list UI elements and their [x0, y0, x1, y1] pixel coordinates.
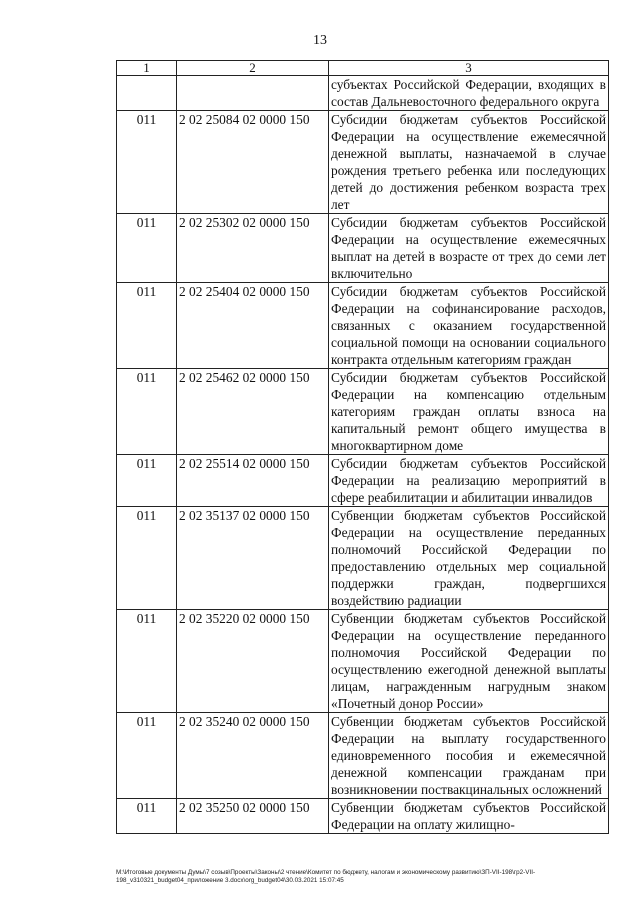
budget-code-cell: 2 02 25404 02 0000 150: [177, 283, 329, 369]
admin-code-cell: 011: [117, 369, 177, 455]
budget-code-cell: 2 02 35137 02 0000 150: [177, 507, 329, 610]
budget-code-cell: 2 02 35240 02 0000 150: [177, 713, 329, 799]
description-cell: Субсидии бюджетам субъектов Российской Федерации на реализацию мероприятий в сфере реабилитации и абилитации инвалидов: [329, 455, 609, 507]
description-cell: Субвенции бюджетам субъектов Российской Федерации на выплату государственного единовременного пособия и ежемесячной денежной компенсации гражданам при возникновении поствакцинальных осложнений: [329, 713, 609, 799]
admin-code-cell: 011: [117, 214, 177, 283]
column-header-admin: 1: [117, 61, 177, 76]
admin-code-cell: 011: [117, 610, 177, 713]
admin-code-cell: 011: [117, 111, 177, 214]
admin-code-cell: 011: [117, 713, 177, 799]
table-row: [117, 610, 609, 713]
page-number: 13: [313, 33, 327, 48]
table-row: [117, 214, 609, 283]
table-row: [117, 369, 609, 455]
footer-path-line: 198_v310321_budget04_приложение 3.docx\org_budget04\30.03.2021 15:07:45: [116, 877, 344, 884]
table-row: [117, 713, 609, 799]
admin-code-cell: 011: [117, 455, 177, 507]
column-header-description: 3: [329, 61, 609, 76]
table-row: [117, 799, 609, 834]
document-footer: [116, 869, 616, 885]
description-cell: субъектах Российской Федерации, входящих в состав Дальневосточного федерального округа: [329, 76, 609, 111]
budget-revenue-table: [116, 60, 609, 834]
budget-code-cell: 2 02 35220 02 0000 150: [177, 610, 329, 713]
description-cell: Субвенции бюджетам субъектов Российской Федерации на осуществление переданного полномочия Российской Федерации по осуществлению ежегодной денежной выплаты лицам, награжденным нагрудным знаком «Почетный донор России»: [329, 610, 609, 713]
description-cell: Субвенции бюджетам субъектов Российской Федерации на оплату жилищно-: [329, 799, 609, 834]
budget-code-cell: 2 02 25302 02 0000 150: [177, 214, 329, 283]
footer-path-line: M:\Итоговые документы Думы\7 созыв\Проекты\Законы\2 чтение\Комитет по бюджету, налогам и экономическому развитию\ЗП-VII-198\гр2-VII-: [116, 869, 536, 876]
budget-code-cell: 2 02 25514 02 0000 150: [177, 455, 329, 507]
admin-code-cell: [117, 76, 177, 111]
admin-code-cell: 011: [117, 507, 177, 610]
admin-code-cell: 011: [117, 799, 177, 834]
admin-code-cell: 011: [117, 283, 177, 369]
table-row: [117, 507, 609, 610]
table-row: [117, 76, 609, 111]
description-cell: Субсидии бюджетам субъектов Российской Федерации на осуществление ежемесячной денежной выплаты, назначаемой в случае рождения третьего ребенка или последующих детей до достижения ребенком возраста трех лет: [329, 111, 609, 214]
budget-code-cell: 2 02 35250 02 0000 150: [177, 799, 329, 834]
budget-code-cell: 2 02 25084 02 0000 150: [177, 111, 329, 214]
budget-code-cell: [177, 76, 329, 111]
table-header-row: [117, 61, 609, 76]
table-row: [117, 455, 609, 507]
budget-code-cell: 2 02 25462 02 0000 150: [177, 369, 329, 455]
description-cell: Субсидии бюджетам субъектов Российской Федерации на софинансирование расходов, связанных с оказанием государственной социальной помощи на основании социального контракта отдельным категориям граждан: [329, 283, 609, 369]
table-row: [117, 111, 609, 214]
description-cell: Субсидии бюджетам субъектов Российской Федерации на компенсацию отдельным категориям граждан оплаты взноса на капитальный ремонт общего имущества в многоквартирном доме: [329, 369, 609, 455]
description-cell: Субсидии бюджетам субъектов Российской Федерации на осуществление ежемесячных выплат на детей в возрасте от трех до семи лет включительно: [329, 214, 609, 283]
column-header-code: 2: [177, 61, 329, 76]
table-row: [117, 283, 609, 369]
description-cell: Субвенции бюджетам субъектов Российской Федерации на осуществление переданных полномочий Российской Федерации по предоставлению отдельных мер социальной поддержки граждан, подвергшихся воздействию радиации: [329, 507, 609, 610]
